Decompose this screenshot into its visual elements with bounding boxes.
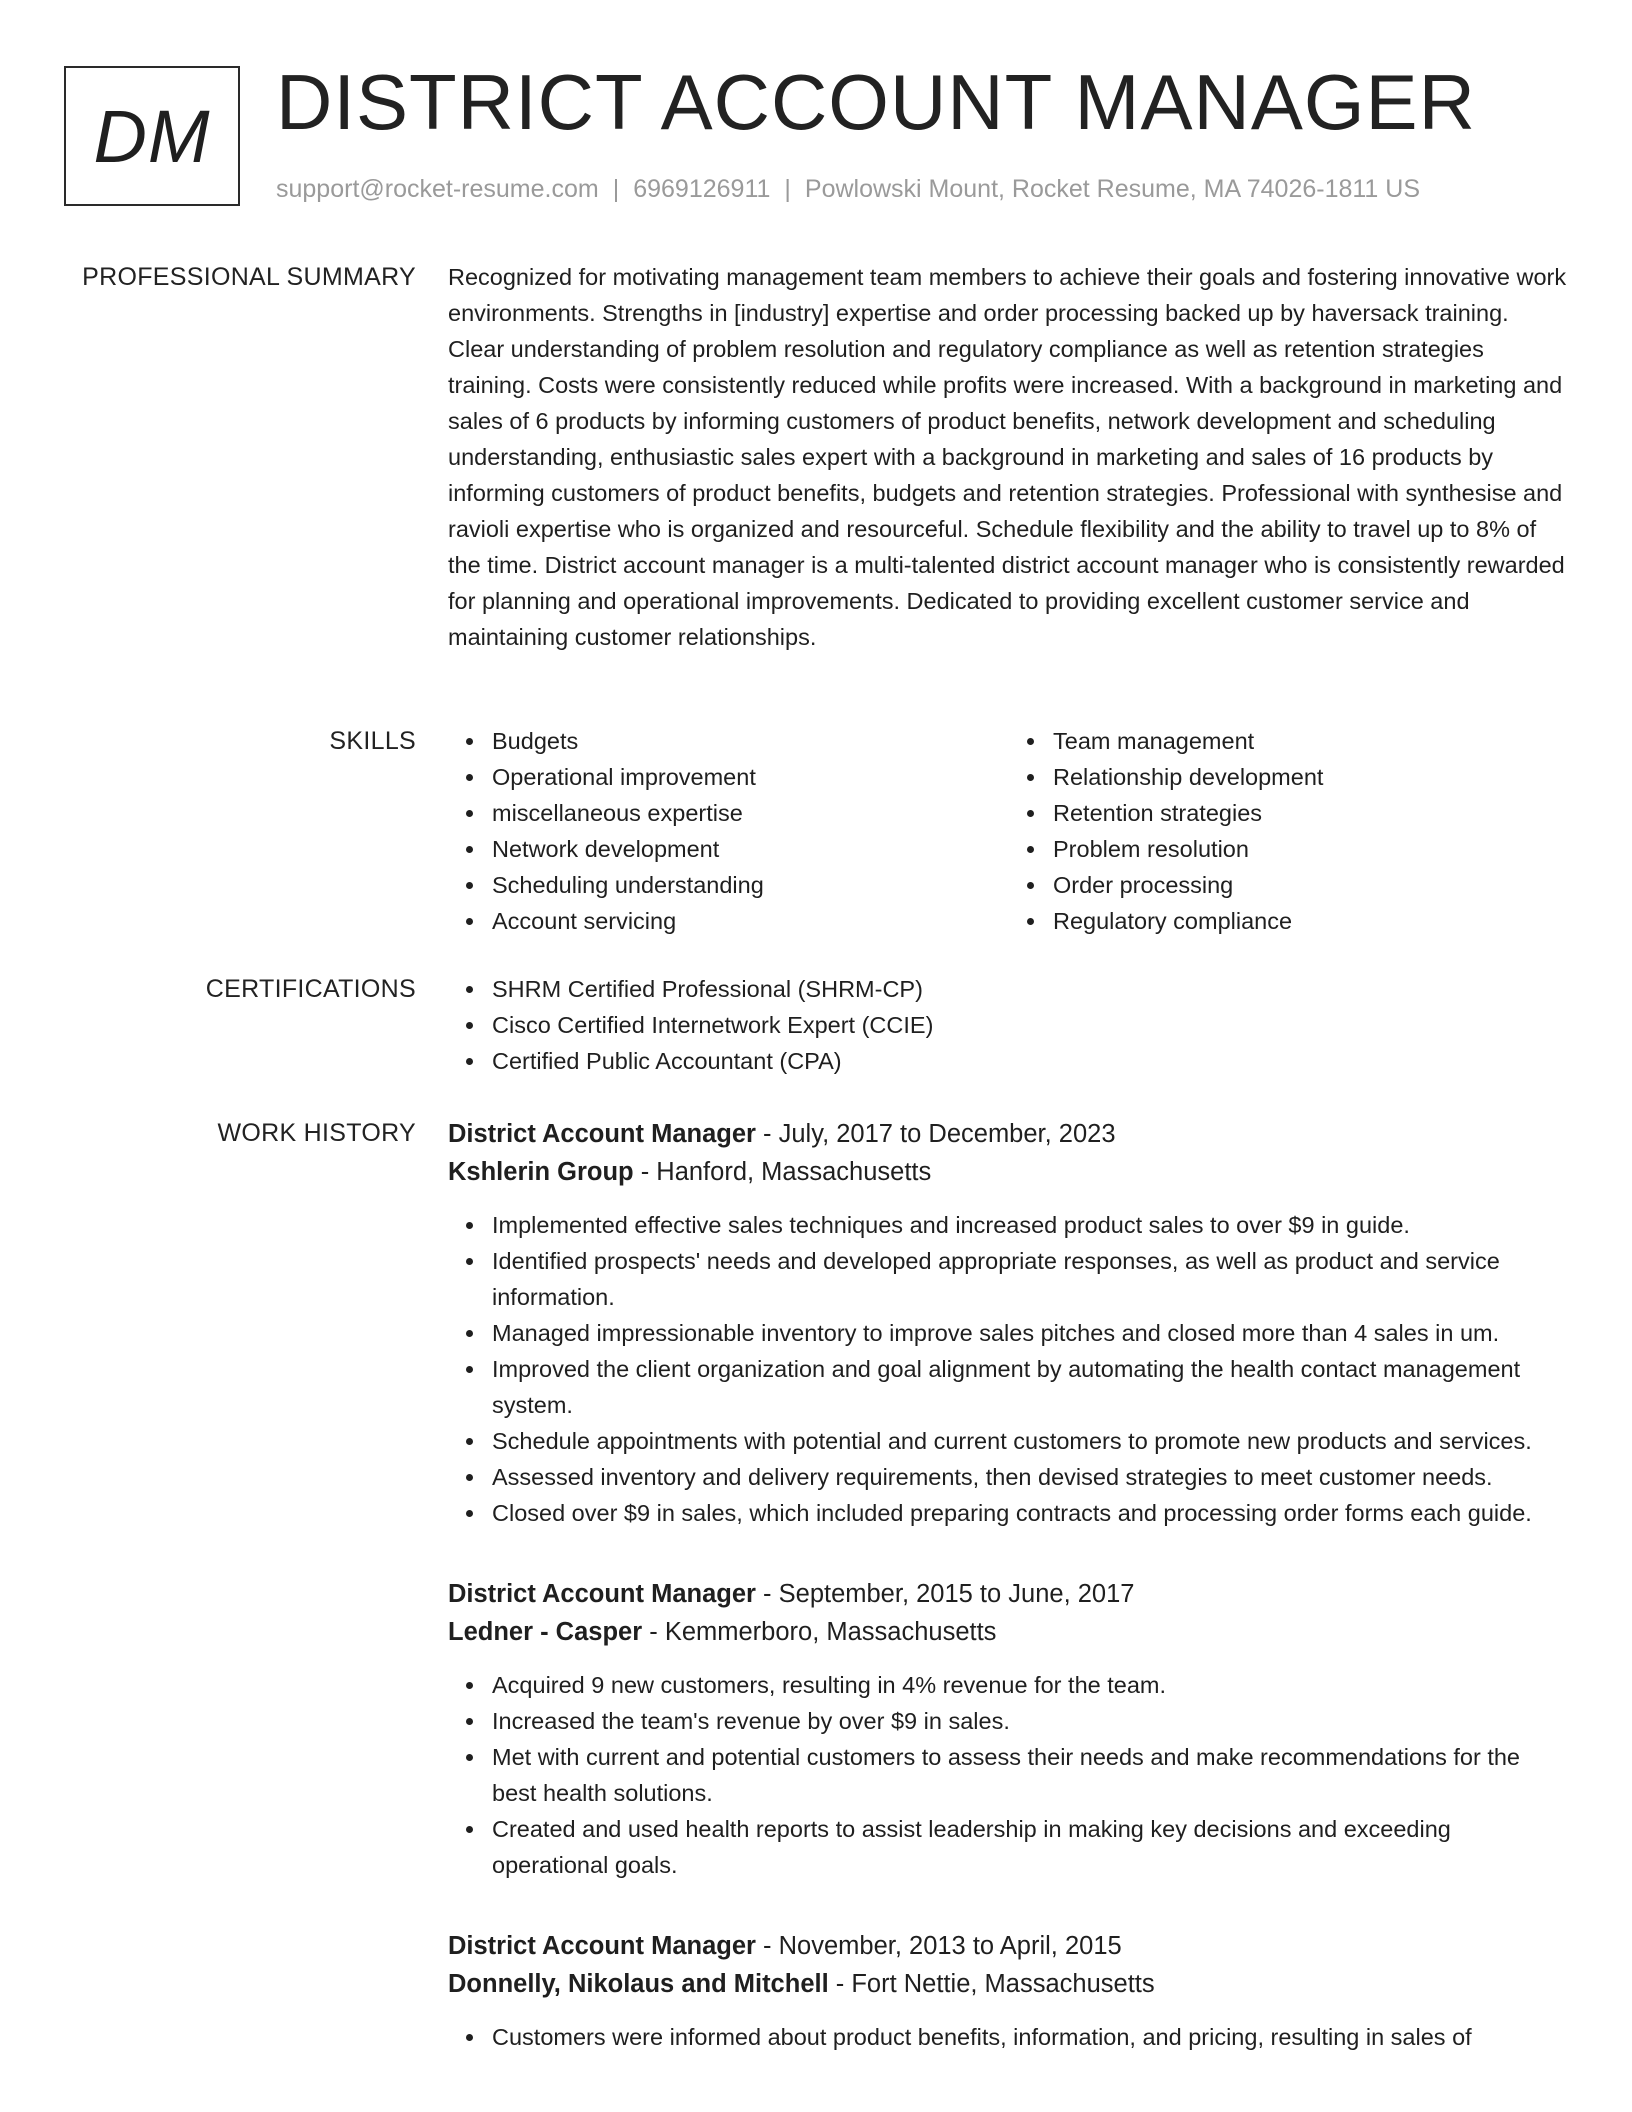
job-bullet: Improved the client organization and goal alignment by automating the health contact management system.: [492, 1351, 1570, 1423]
skill-item: Order processing: [1053, 867, 1570, 903]
job-bullets: [448, 1207, 1570, 1531]
skill-item: Regulatory compliance: [1053, 903, 1570, 939]
job-company-line: [448, 1965, 1570, 2003]
job-bullet: Schedule appointments with potential and current customers to promote new products and services.: [492, 1423, 1570, 1459]
company-name: Kshlerin Group: [448, 1158, 634, 1186]
skill-item: Budgets: [492, 723, 1009, 759]
job-entry: [448, 1115, 1570, 1531]
address-text: Powlowski Mount, Rocket Resume, MA 74026-1811 US: [804, 175, 1421, 203]
job-dates: November, 2013 to April, 2015: [778, 1932, 1122, 1960]
section-heading: PROFESSIONAL SUMMARY: [82, 263, 416, 291]
certification-item: SHRM Certified Professional (SHRM-CP): [492, 971, 1570, 1007]
certifications-bullets: [448, 971, 1570, 1079]
page-title: DISTRICT ACCOUNT MANAGER: [276, 58, 1476, 146]
job-title-line: [448, 1575, 1570, 1613]
job-location: Hanford, Massachusetts: [656, 1158, 932, 1186]
contact-line: [276, 175, 1420, 204]
separator: |: [784, 175, 791, 203]
job-bullets: [448, 1667, 1570, 1883]
job-bullet: Created and used health reports to assist leadership in making key decisions and exceeding operational goals.: [492, 1811, 1570, 1883]
phone-text[interactable]: 6969126911: [633, 175, 771, 203]
job-title-line: [448, 1927, 1570, 1965]
job-bullet: Met with current and potential customers to assess their needs and make recommendations for the best health solutions.: [492, 1739, 1570, 1811]
job-location: Fort Nettie, Massachusetts: [851, 1970, 1155, 1998]
job-title: District Account Manager: [448, 1932, 756, 1960]
dash: -: [633, 1158, 657, 1186]
job-title: District Account Manager: [448, 1580, 756, 1608]
skill-item: miscellaneous expertise: [492, 795, 1009, 831]
section-heading: SKILLS: [329, 727, 416, 755]
section-heading: CERTIFICATIONS: [205, 975, 416, 1003]
job-bullet: Assessed inventory and delivery requirements, then devised strategies to meet customer needs.: [492, 1459, 1570, 1495]
certification-item: Cisco Certified Internetwork Expert (CCIE): [492, 1007, 1570, 1043]
job-dates: September, 2015 to June, 2017: [778, 1580, 1135, 1608]
job-bullet: Customers were informed about product benefits, information, and pricing, resulting in sales of: [492, 2019, 1570, 2055]
job-bullet: Implemented effective sales techniques and increased product sales to over $9 in guide.: [492, 1207, 1570, 1243]
job-bullet: Closed over $9 in sales, which included preparing contracts and processing order forms each guide.: [492, 1495, 1570, 1531]
skills-column: [448, 723, 1009, 939]
skills-list: [448, 723, 1570, 939]
section-heading: WORK HISTORY: [217, 1119, 416, 1147]
job-entry: [448, 1927, 1570, 2055]
work-history-list: [448, 1115, 1570, 2099]
skill-item: Problem resolution: [1053, 831, 1570, 867]
job-title-line: [448, 1115, 1570, 1153]
job-company-line: [448, 1613, 1570, 1651]
job-dates: July, 2017 to December, 2023: [778, 1120, 1116, 1148]
summary-text: Recognized for motivating management team members to achieve their goals and fostering innovative work environments. Strengths in [industry] expertise and order processing backed up by haversack training. Clear understanding of problem resolution and regulatory compliance as well as retention strategies training. Costs were consistently reduced while profits were increased. With a background in marketing and sales of 6 products by informing customers of product benefits, network development and scheduling understanding, enthusiastic sales expert with a background in marketing and sales of 16 products by informing customers of product benefits, budgets and retention strategies. Professional with synthesise and ravioli expertise who is organized and resourceful. Schedule flexibility and the ability to travel up to 8% of the time. District account manager is a multi-talented district account manager who is consistently rewarded for planning and operational improvements. Dedicated to providing excellent customer service and maintaining customer relationships.: [448, 264, 1567, 650]
job-bullet: Identified prospects' needs and developed appropriate responses, as well as product and service information.: [492, 1243, 1570, 1315]
email-text[interactable]: support@rocket-resume.com: [276, 175, 599, 203]
skill-item: Operational improvement: [492, 759, 1009, 795]
monogram-badge: DM: [64, 66, 240, 206]
separator: |: [612, 175, 620, 203]
skill-item: Scheduling understanding: [492, 867, 1009, 903]
job-title: District Account Manager: [448, 1120, 756, 1148]
skill-item: Relationship development: [1053, 759, 1570, 795]
skill-item: Team management: [1053, 723, 1570, 759]
job-entry: [448, 1575, 1570, 1883]
company-name: Donnelly, Nikolaus and Mitchell: [448, 1970, 829, 1998]
dash: -: [642, 1618, 665, 1646]
skill-item: Network development: [492, 831, 1009, 867]
dash: -: [755, 1120, 779, 1148]
skill-item: Retention strategies: [1053, 795, 1570, 831]
dash: -: [755, 1580, 779, 1608]
certification-item: Certified Public Accountant (CPA): [492, 1043, 1570, 1079]
job-bullet: Managed impressionable inventory to improve sales pitches and closed more than 4 sales in um.: [492, 1315, 1570, 1351]
job-location: Kemmerboro, Massachusetts: [664, 1618, 997, 1646]
job-bullet: Increased the team's revenue by over $9 in sales.: [492, 1703, 1570, 1739]
job-bullets: [448, 2019, 1570, 2055]
job-company-line: [448, 1153, 1570, 1191]
certifications-list: [448, 971, 1570, 1079]
dash: -: [828, 1970, 852, 1998]
dash: -: [755, 1932, 779, 1960]
skills-column: [1009, 723, 1570, 939]
job-bullet: Acquired 9 new customers, resulting in 4% revenue for the team.: [492, 1667, 1570, 1703]
company-name: Ledner - Casper: [448, 1618, 643, 1646]
skill-item: Account servicing: [492, 903, 1009, 939]
